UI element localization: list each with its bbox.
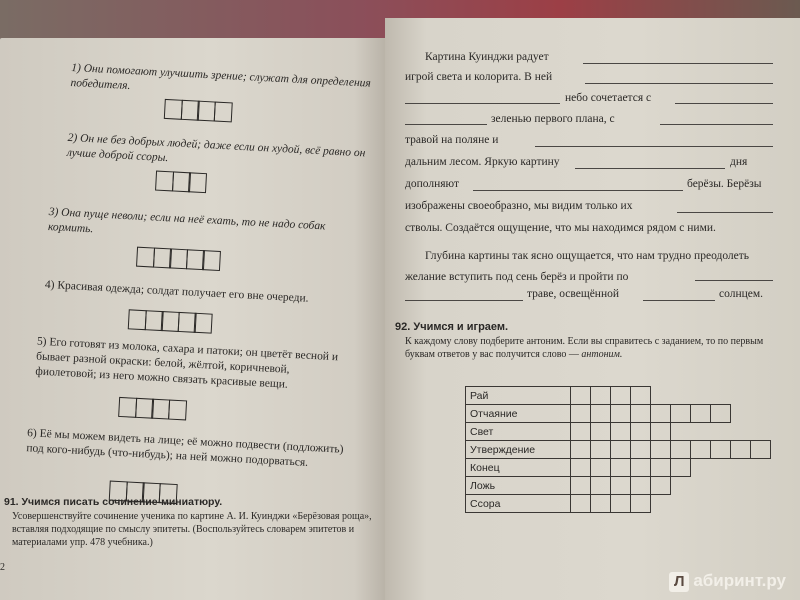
grid-word: Ложь [466,477,571,495]
grid-cell[interactable] [611,495,631,513]
grid-word: Ссора [466,495,571,513]
grid-cell[interactable] [571,387,591,405]
grid-cell[interactable] [571,495,591,513]
grid-cell[interactable] [591,459,611,477]
grid-cell[interactable] [591,441,611,459]
blank-7[interactable] [535,146,773,147]
grid-cell[interactable] [571,405,591,423]
blank-13[interactable] [643,300,715,301]
essay-line-7b: берёзы. Берёзы [687,178,762,190]
blank-11[interactable] [695,280,773,281]
grid-word: Отчаяние [466,405,571,423]
grid-row [466,495,771,513]
grid-cell[interactable] [611,387,631,405]
riddle-6: 6) Её мы можем видеть на лице; её можно подвести (подложить) под кого-нибудь (что-нибудь); на ней можно подорваться. [26,427,344,469]
essay-line-4: зеленью первого плана, с [491,113,615,125]
grid-cell[interactable] [651,423,671,441]
grid-word: Свет [466,423,571,441]
section-91-text: Усовершенствуйте сочинение ученика по картине А. И. Куинджи «Берёзовая роща», вставляя подходящие по смыслу эпитеты. (Воспользуйтесь словарем эпитетов и материалами упр. 478 учебника.) [12,511,372,548]
grid-cell[interactable] [611,459,631,477]
essay-line-8: изображены своеобразно, мы видим только их [405,200,633,212]
essay-line-1: Картина Куинджи радует [425,51,549,63]
essay-line-3: небо сочетается с [565,92,652,104]
grid-cell[interactable] [651,459,671,477]
grid-cell[interactable] [631,441,651,459]
grid-word: Утверждение [466,441,571,459]
grid-cell[interactable] [631,405,651,423]
grid-cell[interactable] [591,387,611,405]
essay-line-12b: солнцем. [719,288,764,300]
grid-cell[interactable] [571,423,591,441]
answer-boxes-2[interactable] [155,171,205,194]
grid-cell[interactable] [591,495,611,513]
grid-word: Рай [466,387,571,405]
answer-boxes-5[interactable] [118,397,185,420]
grid-word: Конец [466,459,571,477]
blank-10[interactable] [677,212,773,213]
grid-row [466,405,771,423]
grid-cell[interactable] [611,423,631,441]
section-92-title: 92. Учимся и играем. [395,321,509,333]
grid-cell[interactable] [711,441,731,459]
grid-row [466,459,771,477]
grid-cell[interactable] [671,459,691,477]
grid-cell[interactable] [711,405,731,423]
grid-cell[interactable] [611,477,631,495]
grid-cell[interactable] [651,441,671,459]
grid-row [466,441,771,459]
site-watermark [669,571,786,592]
grid-cell[interactable] [751,441,771,459]
grid-cell[interactable] [591,423,611,441]
grid-cell[interactable] [571,477,591,495]
page-number: 2 [0,562,5,573]
grid-cell[interactable] [631,459,651,477]
riddle-1: 1) Они помогают улучшить зрение; служат для определения победителя. [70,61,372,93]
watermark-text: абиринт.ру [693,571,786,590]
grid-cell[interactable] [571,459,591,477]
left-page [0,38,385,600]
grid-cell[interactable] [691,405,711,423]
essay-line-7: дополняют [405,178,460,190]
section-92-answer: антоним. [581,349,623,360]
grid-row [466,387,771,405]
blank-1[interactable] [583,63,773,64]
grid-cell[interactable] [611,405,631,423]
grid-cell[interactable] [631,495,651,513]
section-92-text-wrap [405,335,790,361]
blank-3[interactable] [405,103,560,104]
essay-line-6b: дня [730,156,748,168]
essay-line-5: травой на поляне и [405,134,499,146]
blank-4[interactable] [675,103,773,104]
blank-2[interactable] [585,83,773,84]
blank-5[interactable] [405,124,487,125]
riddle-4: 4) Красивая одежда; солдат получает его вне очереди. [44,278,309,305]
right-page [385,18,800,600]
blank-9[interactable] [473,190,683,191]
blank-6[interactable] [660,124,773,125]
grid-cell[interactable] [591,405,611,423]
grid-row [466,477,771,495]
blank-12[interactable] [405,300,523,301]
grid-cell[interactable] [631,423,651,441]
grid-cell[interactable] [631,387,651,405]
grid-cell[interactable] [611,441,631,459]
riddle-3: 3) Она пуще неволи; если на неё ехать, то не надо собак кормить. [47,205,326,236]
answer-boxes-1[interactable] [164,99,231,122]
grid-cell[interactable] [571,441,591,459]
grid-cell[interactable] [731,441,751,459]
blank-8[interactable] [575,168,725,169]
answer-boxes-3[interactable] [136,247,219,271]
section-92-text: К каждому слову подберите антоним. Если вы справитесь с заданием, то по первым буквам ответов у вас получится слово — [405,336,764,360]
grid-cell[interactable] [651,405,671,423]
labirint-logo-icon: Л [669,572,689,592]
antonym-grid [465,386,771,513]
grid-cell[interactable] [631,477,651,495]
essay-line-6: дальним лесом. Яркую картину [405,156,560,168]
grid-cell[interactable] [671,441,691,459]
grid-cell[interactable] [671,405,691,423]
essay-line-12a: траве, освещённой [527,288,620,300]
riddle-2: 2) Он не без добрых людей; даже если он худой, всё равно он лучше доброй ссоры. [66,131,366,165]
grid-cell[interactable] [651,477,671,495]
essay-line-9: стволы. Создаётся ощущение, что мы находимся рядом с ними. [405,222,716,234]
grid-row [466,423,771,441]
essay-line-10: Глубина картины так ясно ощущается, что нам трудно преодолеть желание вступить под сень берёз и пройти по [405,250,750,283]
section-91-title: 91. Учимся писать сочинение-миниатюру. [4,496,223,508]
riddle-5: 5) Его готовят из молока, сахара и патоки; он цветёт весной и бывает разной окраски: белой, жёлтой, коричневой, фиолетовой; из него можно связать красивые вещи. [35,335,339,391]
essay-line-2: игрой света и колорита. В ней [405,71,553,83]
answer-boxes-4[interactable] [128,309,211,333]
grid-cell[interactable] [591,477,611,495]
grid-cell[interactable] [691,441,711,459]
